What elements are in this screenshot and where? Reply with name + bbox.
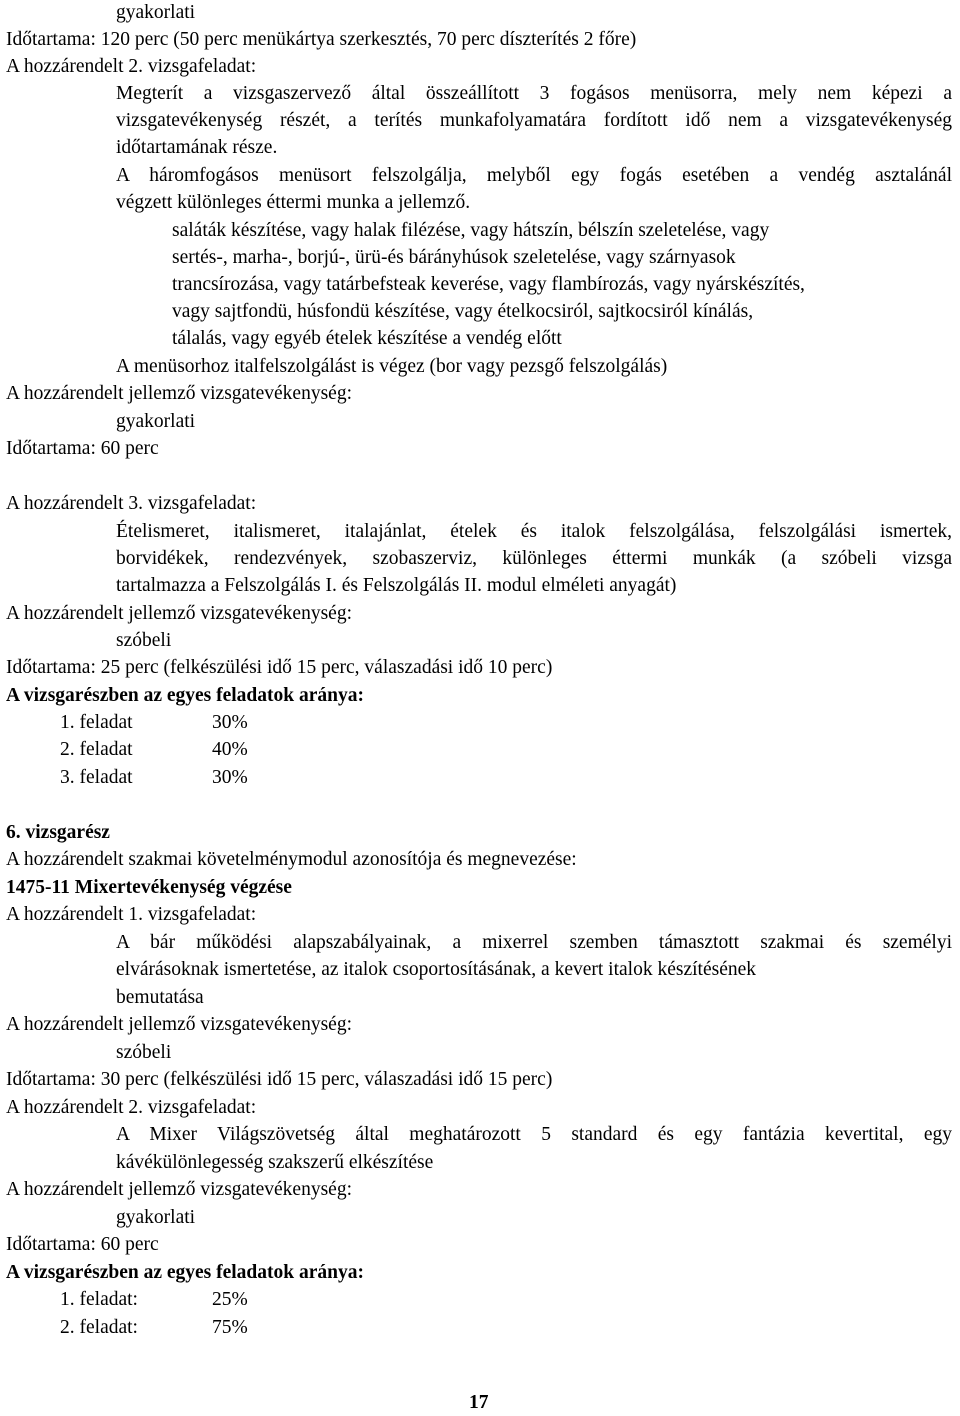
exam-type-value: gyakorlati	[116, 2, 196, 23]
task-heading: A hozzárendelt 3. vizsgafeladat:	[6, 493, 257, 514]
exam-type-value: gyakorlati	[116, 1207, 196, 1228]
duration-line: Időtartama: 60 perc	[6, 438, 159, 459]
exam-type-value: szóbeli	[116, 630, 172, 651]
task-description-line: A bár működési alapszabályainak, a mixerrel szemben támasztott szakmai és személyi	[116, 932, 952, 953]
activity-label: A hozzárendelt jellemző vizsgatevékenység:	[6, 603, 352, 624]
ratio-percent: 30%	[212, 712, 248, 733]
ratio-label: 2. feladat:	[60, 1317, 138, 1338]
ratio-percent: 25%	[212, 1289, 248, 1310]
activity-label: A hozzárendelt jellemző vizsgatevékenység:	[6, 1014, 352, 1035]
ratio-label: 1. feladat:	[60, 1289, 138, 1310]
ratio-percent: 30%	[212, 767, 248, 788]
options-line: trancsírozása, vagy tatárbefsteak keverése, vagy flambírozás, vagy nyárskészítés,	[172, 274, 805, 295]
ratio-row	[60, 765, 320, 791]
task-description-line: elvárásoknak ismertetése, az italok csoportosításának, a kevert italok készítésének	[116, 959, 757, 980]
duration-line: Időtartama: 25 perc (felkészülési idő 15 perc, válaszadási idő 10 perc)	[6, 657, 553, 678]
ratio-label: 1. feladat	[60, 712, 133, 733]
duration-line: Időtartama: 120 perc (50 perc menükártya szerkesztés, 70 perc díszterítés 2 főre)	[6, 29, 637, 50]
task-description-line: vizsgatevékenység részét, a terítés munkafolyamatára fordított idő nem a vizsgatevékenység	[116, 110, 952, 131]
options-line: saláták készítése, vagy halak filézése, vagy hátszín, bélszín szeletelése, vagy	[172, 220, 770, 241]
task-description-line: Ételismeret, italismeret, italajánlat, ételek és italok felszolgálása, felszolgálási ismertek,	[116, 521, 952, 542]
task-description-line: kávékülönlegesség szakszerű elkészítése	[116, 1152, 434, 1173]
options-line: tálalás, vagy egyéb ételek készítése a vendég előtt	[172, 328, 562, 349]
task-description-line: A Mixer Világszövetség által meghatározott 5 standard és egy fantázia kevertital, egy	[116, 1124, 952, 1145]
module-label: A hozzárendelt szakmai követelménymodul azonosítója és megnevezése:	[6, 849, 577, 870]
task-description-line: időtartamának része.	[116, 137, 278, 158]
task-description-line: borvidékek, rendezvények, szobaszerviz, különleges éttermi munkák (a szóbeli vizsga	[116, 548, 952, 569]
ratio-row	[60, 1315, 320, 1341]
ratio-label: 3. feladat	[60, 767, 133, 788]
exam-type-value: szóbeli	[116, 1042, 172, 1063]
task-heading: A hozzárendelt 1. vizsgafeladat:	[6, 904, 257, 925]
duration-line: Időtartama: 60 perc	[6, 1234, 159, 1255]
task-description-line: tartalmazza a Felszolgálás I. és Felszolgálás II. modul elméleti anyagát)	[116, 575, 677, 596]
options-line: vagy sajtfondü, húsfondü készítése, vagy ételkocsiról, sajtkocsiról kínálás,	[172, 301, 754, 322]
ratio-percent: 40%	[212, 739, 248, 760]
ratio-label: 2. feladat	[60, 739, 133, 760]
ratio-row	[60, 710, 320, 736]
ratio-heading: A vizsgarészben az egyes feladatok aránya:	[6, 685, 364, 706]
task-description-line: végzett különleges éttermi munka a jellemző.	[116, 192, 471, 213]
duration-line: Időtartama: 30 perc (felkészülési idő 15 perc, válaszadási idő 15 perc)	[6, 1069, 553, 1090]
task-description-line: bemutatása	[116, 987, 204, 1008]
exam-type-value: gyakorlati	[116, 411, 196, 432]
module-name: 1475-11 Mixertevékenység végzése	[6, 877, 292, 898]
task-heading: A hozzárendelt 2. vizsgafeladat:	[6, 56, 257, 77]
ratio-heading: A vizsgarészben az egyes feladatok aránya:	[6, 1262, 364, 1283]
activity-label: A hozzárendelt jellemző vizsgatevékenység:	[6, 383, 352, 404]
options-line: sertés-, marha-, borjú-, ürü-és bárányhúsok szeletelése, vagy szárnyasok	[172, 247, 736, 268]
task-heading: A hozzárendelt 2. vizsgafeladat:	[6, 1097, 257, 1118]
page-number: 17	[469, 1392, 489, 1413]
ratio-row	[60, 1287, 320, 1313]
task-description-line: A háromfogásos menüsort felszolgálja, melyből egy fogás esetében a vendég asztalánál	[116, 165, 952, 186]
ratio-percent: 75%	[212, 1317, 248, 1338]
activity-label: A hozzárendelt jellemző vizsgatevékenység:	[6, 1179, 352, 1200]
task-description-line: Megterít a vizsgaszervező által összeállított 3 fogásos menüsorra, mely nem képezi a	[116, 83, 952, 104]
task-description-line: A menüsorhoz italfelszolgálást is végez (bor vagy pezsgő felszolgálás)	[116, 356, 668, 377]
section-heading: 6. vizsgarész	[6, 822, 110, 843]
ratio-row	[60, 737, 320, 763]
